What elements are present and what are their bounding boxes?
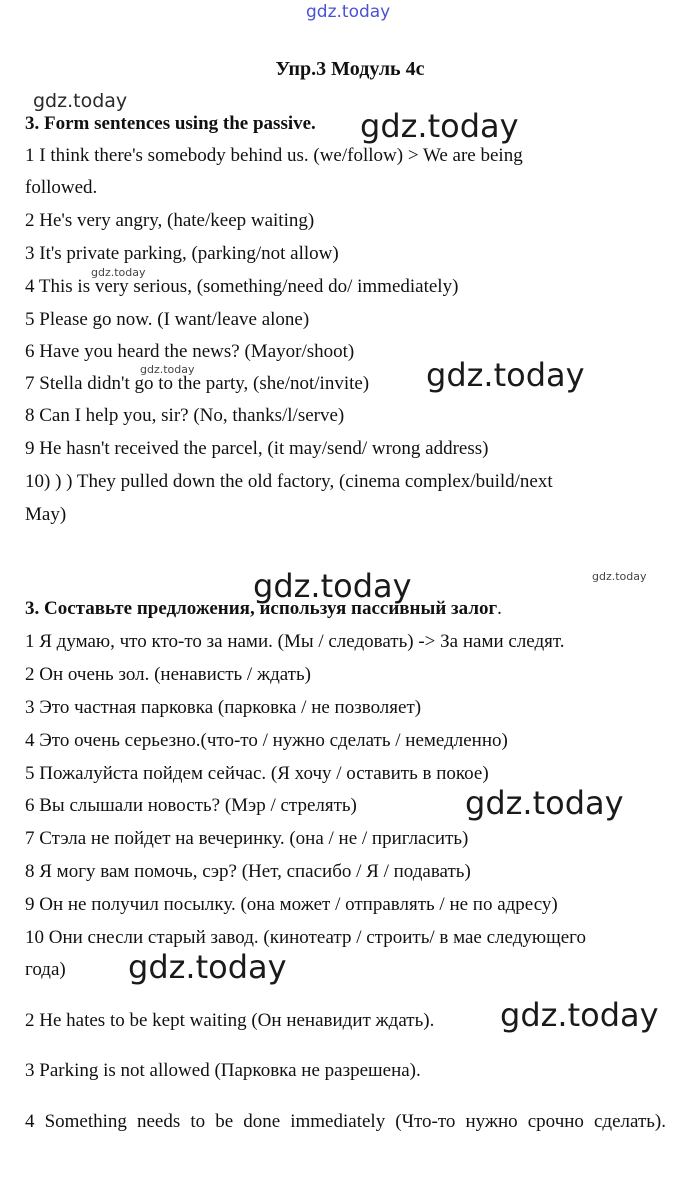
english-item: 8 Can I help you, sir? (No, thanks/l/serve): [25, 405, 345, 426]
watermark: gdz.today: [140, 363, 195, 376]
russian-heading-text: 3. Составьте предложения, используя пассивный залог: [25, 598, 498, 619]
page-title: Упр.3 Модуль 4c: [275, 58, 425, 80]
english-heading: 3. Form sentences using the passive.: [25, 113, 316, 134]
watermark: gdz.today: [465, 784, 624, 822]
watermark: gdz.today: [592, 570, 647, 583]
russian-item: 1 Я думаю, что кто-то за нами. (Мы / следовать) -> За нами следят.: [25, 631, 565, 652]
english-item: May): [25, 504, 67, 525]
russian-item: 5 Пожалуйста пойдем сейчас. (Я хочу / оставить в покое): [25, 763, 489, 784]
english-item: 9 He hasn't received the parcel, (it may/send/ wrong address): [25, 438, 489, 459]
english-item: 2 He's very angry, (hate/keep waiting): [25, 210, 315, 231]
answer-3: 3 Parking is not allowed (Парковка не разрешена).: [25, 1060, 421, 1081]
russian-item: 8 Я могу вам помочь, сэр? (Нет, спасибо / Я / подавать): [25, 861, 471, 882]
russian-item: года): [25, 959, 66, 980]
russian-item: 2 Он очень зол. (ненависть / ждать): [25, 664, 311, 685]
english-item: 7 Stella didn't go to the party, (she/not/invite): [25, 373, 370, 394]
watermark: gdz.today: [360, 107, 519, 145]
watermark: gdz.today: [253, 567, 412, 605]
russian-item: 3 Это частная парковка (парковка / не позволяет): [25, 697, 422, 718]
answer-2: 2 He hates to be kept waiting (Он ненавидит ждать).: [25, 1010, 435, 1031]
watermark: gdz.today: [91, 266, 146, 279]
russian-item: 6 Вы слышали новость? (Мэр / стрелять): [25, 795, 357, 816]
russian-item: 7 Стэла не пойдет на вечеринку. (она / не / пригласить): [25, 828, 469, 849]
english-item: 10) ) ) They pulled down the old factory, (cinema complex/build/next: [25, 471, 553, 492]
russian-item: 10 Они снесли старый завод. (кинотеатр / строить/ в мае следующего: [25, 927, 586, 948]
russian-heading-period: .: [497, 598, 502, 619]
watermark: gdz.today: [128, 948, 287, 986]
watermark-top[interactable]: gdz.today: [306, 2, 391, 22]
english-item: 3 It's private parking, (parking/not allow): [25, 243, 339, 264]
russian-heading: [25, 598, 502, 620]
watermark: gdz.today: [426, 356, 585, 394]
watermark: gdz.today: [33, 90, 128, 112]
watermark: gdz.today: [500, 996, 659, 1034]
english-item: 6 Have you heard the news? (Mayor/shoot): [25, 341, 355, 362]
english-item: 5 Please go now. (I want/leave alone): [25, 309, 310, 330]
english-item: followed.: [25, 177, 98, 198]
russian-item: 9 Он не получил посылку. (она может / отправлять / не по адресу): [25, 894, 558, 915]
answer-4: 4 Something needs to be done immediately (Что-то нужно срочно сделать).: [25, 1111, 666, 1132]
russian-item: 4 Это очень серьезно.(что-то / нужно сделать / немедленно): [25, 730, 508, 751]
english-item: 4 This is very serious, (something/need do/ immediately): [25, 276, 459, 297]
english-item: 1 I think there's somebody behind us. (we/follow) > We are being: [25, 145, 523, 166]
